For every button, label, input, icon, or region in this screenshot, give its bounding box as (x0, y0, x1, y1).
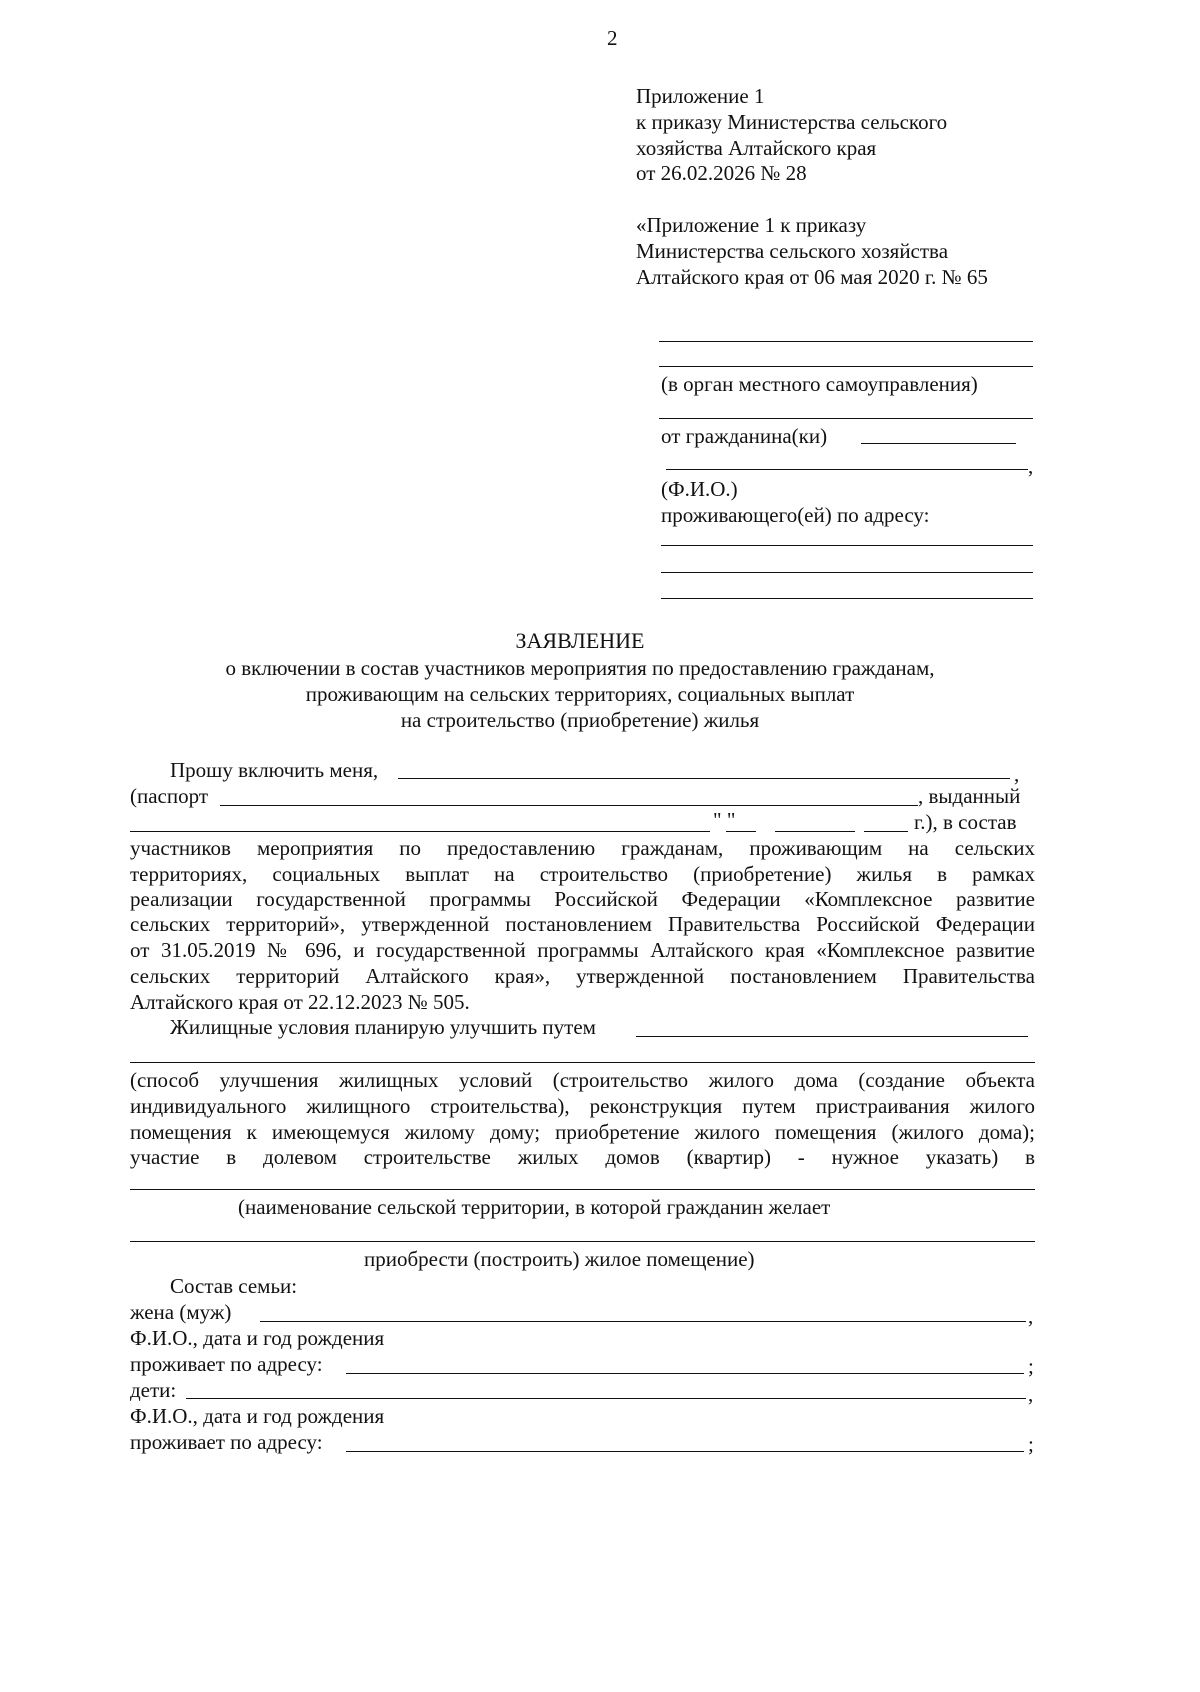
children-address-label: проживает по адресу: (130, 1430, 323, 1454)
authority-blank-2[interactable] (659, 366, 1033, 367)
housing-method-blank[interactable] (636, 1036, 1028, 1037)
spouse-fio-caption: Ф.И.О., дата и год рождения (130, 1326, 385, 1350)
children-address-blank[interactable] (346, 1451, 1024, 1452)
original-appendix-line: Алтайского края от 06 мая 2020 г. № 65 (636, 265, 988, 289)
housing-plan-label: Жилищные условия планирую улучшить путем (170, 1015, 596, 1039)
year-suffix: г.), в состав (914, 810, 1017, 834)
spouse-address-label: проживает по адресу: (130, 1352, 323, 1376)
appendix-line: от 26.02.2026 № 28 (636, 161, 807, 185)
from-citizen-label: от гражданина(ки) (661, 424, 828, 448)
issuer-blank[interactable] (130, 831, 710, 832)
method-line: участие в долевом строительстве жилых домов (квартир) - нужное указать) в (130, 1145, 1035, 1169)
authority-blank-3[interactable] (659, 418, 1033, 419)
date-quotes: " " (713, 808, 736, 832)
address-label: проживающего(ей) по адресу: (661, 503, 930, 527)
method-line: помещения к имеющемуся жилому дому; приобретение жилого помещения (жилого дома); (130, 1120, 1035, 1144)
children-blank[interactable] (186, 1398, 1026, 1399)
spouse-comma: , (1028, 1304, 1034, 1328)
fio-caption: (Ф.И.О.) (661, 477, 738, 501)
children-label: дети: (130, 1378, 177, 1402)
spouse-semicolon: ; (1028, 1354, 1034, 1378)
acquire-caption: приобрести (построить) жилое помещение) (364, 1247, 755, 1271)
children-comma: , (1028, 1382, 1034, 1406)
appendix-line: Приложение 1 (636, 84, 765, 108)
children-semicolon: ; (1028, 1432, 1034, 1456)
page-number: 2 (607, 26, 618, 50)
family-heading: Состав семьи: (170, 1274, 298, 1298)
children-fio-caption: Ф.И.О., дата и год рождения (130, 1404, 385, 1428)
territory-blank[interactable] (130, 1189, 1035, 1190)
title-subtitle-line: о включении в состав участников мероприятия по предоставлению гражданам, (225, 656, 935, 680)
passport-blank[interactable] (220, 805, 918, 806)
territory-caption: (наименование сельской территории, в которой гражданин желает (238, 1195, 831, 1219)
title-subtitle-line: проживающим на сельских территориях, социальных выплат (305, 682, 855, 706)
body-line: реализации государственной программы Российской Федерации «Комплексное развитие (130, 887, 1035, 911)
body-line: сельских территорий Алтайского края», утвержденной постановлением Правительства (130, 964, 1035, 988)
issue-day-blank[interactable] (726, 831, 756, 832)
spouse-label: жена (муж) (130, 1300, 232, 1324)
issued-label: , выданный (918, 784, 1021, 808)
body-last-line: Алтайского края от 22.12.2023 № 505. (130, 990, 470, 1014)
citizen-comma: , (1028, 454, 1034, 478)
body-line: участников мероприятия по предоставлению гражданам, проживающим на сельских (130, 836, 1035, 860)
issue-year-blank[interactable] (864, 831, 908, 832)
body-line: территориях, социальных выплат на строительство (приобретение) жилья в рамках (130, 862, 1035, 886)
spouse-blank[interactable] (260, 1321, 1026, 1322)
address-blank-3[interactable] (661, 598, 1033, 599)
body-line: от 31.05.2019 № 696, и государственной программы Алтайского края «Комплексное развитие (130, 938, 1035, 962)
authority-caption: (в орган местного самоуправления) (661, 372, 978, 396)
original-appendix-line: Министерства сельского хозяйства (636, 239, 949, 263)
address-blank-1[interactable] (661, 545, 1033, 546)
title-subtitle-line: на строительство (приобретение) жилья (400, 708, 760, 732)
passport-label: (паспорт (130, 784, 209, 808)
citizen-name-blank-2[interactable] (666, 469, 1028, 470)
authority-blank-1[interactable] (659, 341, 1033, 342)
address-blank-2[interactable] (661, 572, 1033, 573)
method-line: индивидуального жилищного строительства), реконструкция путем пристраивания жилого (130, 1094, 1035, 1118)
spouse-address-blank[interactable] (346, 1373, 1024, 1374)
original-appendix-line: «Приложение 1 к приказу (636, 213, 867, 237)
method-line: (способ улучшения жилищных условий (строительство жилого дома (создание объекта (130, 1068, 1035, 1092)
title-heading: ЗАЯВЛЕНИЕ (515, 628, 645, 653)
appendix-line: к приказу Министерства сельского (636, 110, 948, 134)
issue-month-blank[interactable] (775, 831, 855, 832)
applicant-comma: , (1014, 762, 1020, 786)
applicant-name-blank[interactable] (398, 778, 1010, 779)
body-line: сельских территорий», утвержденной постановлением Правительства Российской Федерации (130, 912, 1035, 936)
appendix-line: хозяйства Алтайского края (636, 136, 877, 160)
include-me-label: Прошу включить меня, (170, 758, 379, 782)
territory-blank-2[interactable] (130, 1241, 1035, 1242)
citizen-name-blank[interactable] (861, 443, 1016, 444)
housing-method-blank-2[interactable] (130, 1062, 1035, 1063)
